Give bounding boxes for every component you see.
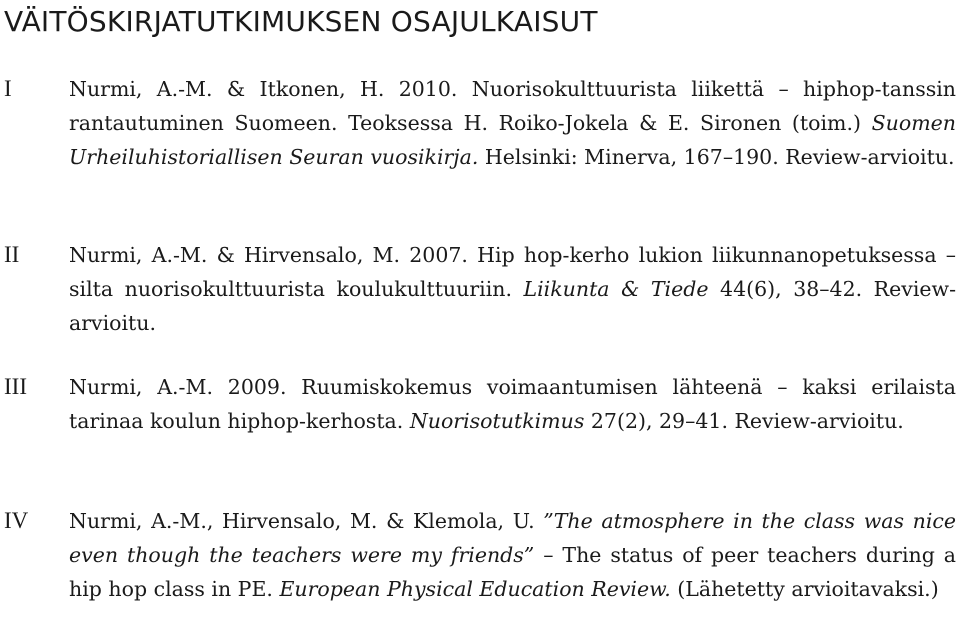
reference-italic-title: Liikunta & Tiede <box>523 277 709 301</box>
publication-reference <box>69 238 956 340</box>
publication-numeral: II <box>4 242 20 267</box>
publication-reference <box>69 370 956 438</box>
publication-reference <box>69 72 956 174</box>
reference-text: (Lähetetty arvioitavaksi.) <box>670 577 939 601</box>
reference-italic-title: Nuorisotutkimus <box>409 409 585 433</box>
reference-text: 44(6), 38–42. Review-arvioitu. <box>69 277 956 335</box>
page-heading: VÄITÖSKIRJATUTKIMUKSEN OSAJULKAISUT <box>4 5 598 38</box>
publication-numeral: I <box>4 76 12 101</box>
reference-text: Nurmi, A.-M., Hirvensalo, M. & Klemola, U. <box>69 509 544 533</box>
publication-numeral: III <box>4 374 27 399</box>
reference-text: Nurmi, A.-M. & Itkonen, H. 2010. Nuorisokulttuurista liikettä – hiphop-tanssin rantautuminen Suomeen. Teoksessa H. Roiko-Jokela & E. Sironen (toim.) <box>69 77 956 135</box>
reference-italic-journal: European Physical Education Review. <box>279 577 671 601</box>
publication-numeral: IV <box>4 508 29 533</box>
publication-reference <box>69 504 956 606</box>
reference-text: – The status of peer teachers during a hip hop class in PE. <box>69 543 956 601</box>
reference-italic-title: Suomen Urheiluhistoriallisen Seuran vuosikirja. <box>69 111 956 169</box>
reference-text: Helsinki: Minerva, 167–190. Review-arvioitu. <box>478 145 955 169</box>
reference-italic-title: ”The atmosphere in the class was nice even though the teachers were my friends” <box>69 509 957 567</box>
reference-text: 27(2), 29–41. Review-arvioitu. <box>584 409 904 433</box>
reference-text: Nurmi, A.-M. & Hirvensalo, M. 2007. Hip hop-kerho lukion liikunnanopetuksessa – silta nuorisokulttuurista koulukulttuuriin. <box>69 243 956 301</box>
reference-text: Nurmi, A.-M. 2009. Ruumiskokemus voimaantumisen lähteenä – kaksi erilaista tarinaa koulun hiphop-kerhosta. <box>69 375 956 433</box>
